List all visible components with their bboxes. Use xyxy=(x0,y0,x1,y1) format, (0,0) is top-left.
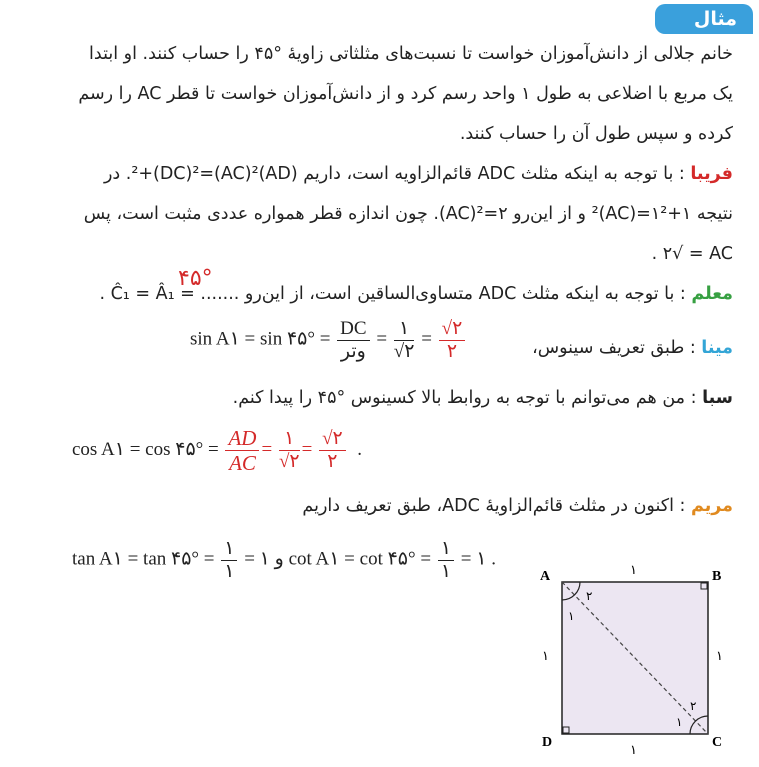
mina-line xyxy=(532,338,733,358)
side-bottom: ۱ xyxy=(630,743,637,758)
saba-line xyxy=(233,388,733,408)
fariba-line-3: AC = √٢ . xyxy=(651,244,733,264)
fariba-line-2: نتیجه ١+١²=(AC)² و از این‌رو ٢=²(AC). چون اندازه قطر همواره عددی مثبت است، پس xyxy=(83,204,733,224)
intro-line-2: یک مربع با اضلاعی به طول ۱ واحد رسم کرد و از دانش‌آموزان خواست تا قطر AC را رسم xyxy=(78,84,733,104)
fariba-line-1 xyxy=(104,164,733,184)
mina-text: : طبق تعریف سینوس، xyxy=(532,338,696,358)
side-right: ۱ xyxy=(716,649,723,664)
sin-den2: √۲ xyxy=(393,340,415,362)
teacher-text: : با توجه به اینکه مثلث ADC متساوی‌الساقین است، از این‌رو ....... = Ĉ₁ = Â₁ . xyxy=(99,284,686,304)
sin-equation: sin A۱ = sin ۴۵° = $\frac{DC}{\text{وتر}}$ = $\frac{۱}{√۲}$ = $\frac{√۲}{۲}$ xyxy=(190,318,467,363)
speaker-mina: مینا xyxy=(701,338,733,358)
maryam-text: : اکنون در مثلث قائم‌الزاویهٔ ADC، طبق تعریف داریم xyxy=(302,496,686,516)
tan-left: tan A۱ = tan ۴۵° = xyxy=(72,548,215,570)
tan-den: ۱ xyxy=(224,560,235,582)
side-left: ۱ xyxy=(542,649,549,664)
cot-den: ۱ xyxy=(440,560,452,582)
cos-num1: AD xyxy=(225,426,259,451)
cos-num2: ۱ xyxy=(279,428,300,451)
cos-num3: √۲ xyxy=(319,428,346,451)
angle-a2: ۲ xyxy=(586,589,593,603)
angle-c1: ۱ xyxy=(676,715,683,729)
side-top: ۱ xyxy=(630,563,637,578)
speaker-saba: سبا xyxy=(702,388,733,408)
intro-line-1: خانم جلالی از دانش‌آموزان خواست تا نسبت‌های مثلثاتی زاویهٔ °۴۵ را حساب کنند. او ابتدا xyxy=(89,44,733,64)
saba-text: : من هم می‌توانم با توجه به روابط بالا کسینوس °۴۵ را پیدا کنم. xyxy=(232,388,697,408)
fariba-text-1: : با توجه به اینکه مثلث ADC قائم‌الزاویه است، داریم (AD)²+(DC)²=(AC)². در xyxy=(103,164,685,184)
tan-num: ۱ xyxy=(221,538,237,561)
sin-num1: DC xyxy=(337,318,369,341)
vertex-b: B xyxy=(712,569,722,584)
speaker-fariba: فریبا xyxy=(690,164,733,184)
cot-num: ۱ xyxy=(438,538,454,561)
square-diagram xyxy=(530,560,750,760)
cos-den1: AC xyxy=(229,451,256,476)
intro-line-3: کرده و سپس طول آن را حساب کنند. xyxy=(459,124,733,144)
and-word: و xyxy=(274,547,284,570)
maryam-line xyxy=(302,496,733,516)
sin-num3: √۲ xyxy=(439,318,466,341)
speaker-teacher: معلم xyxy=(691,284,733,304)
cos-equation: cos A۱ = cos ۴۵° = $\frac{AD}{AC}$ = $\frac{۱}{√۲}$ = $\frac{√۲}{۲}$ . xyxy=(72,426,362,476)
cot-result: = ۱ . xyxy=(460,548,496,570)
speaker-maryam: مریم xyxy=(690,496,733,516)
sin-den1: وتر xyxy=(340,340,366,362)
sin-num2: ۱ xyxy=(394,318,415,341)
angle-a1: ۱ xyxy=(568,609,575,623)
handwritten-answer: ۴۵° xyxy=(178,266,213,291)
tan-result: = ۱ xyxy=(244,548,270,570)
sin-left: sin A۱ = sin ۴۵° = xyxy=(190,328,331,350)
vertex-a: A xyxy=(540,569,551,584)
cos-left: cos A۱ = cos ۴۵° = xyxy=(72,439,219,460)
vertex-c: C xyxy=(712,735,723,750)
cos-den3: ۲ xyxy=(327,451,338,473)
angle-c2: ۲ xyxy=(690,699,697,713)
example-badge: مثال xyxy=(655,4,753,34)
cot-left: cot A۱ = cot ۴۵° = xyxy=(288,548,432,570)
vertex-d: D xyxy=(542,735,553,750)
cos-den2: √۲ xyxy=(278,451,300,473)
sin-den3: ۲ xyxy=(446,340,458,362)
tan-cot-equation xyxy=(72,538,496,583)
